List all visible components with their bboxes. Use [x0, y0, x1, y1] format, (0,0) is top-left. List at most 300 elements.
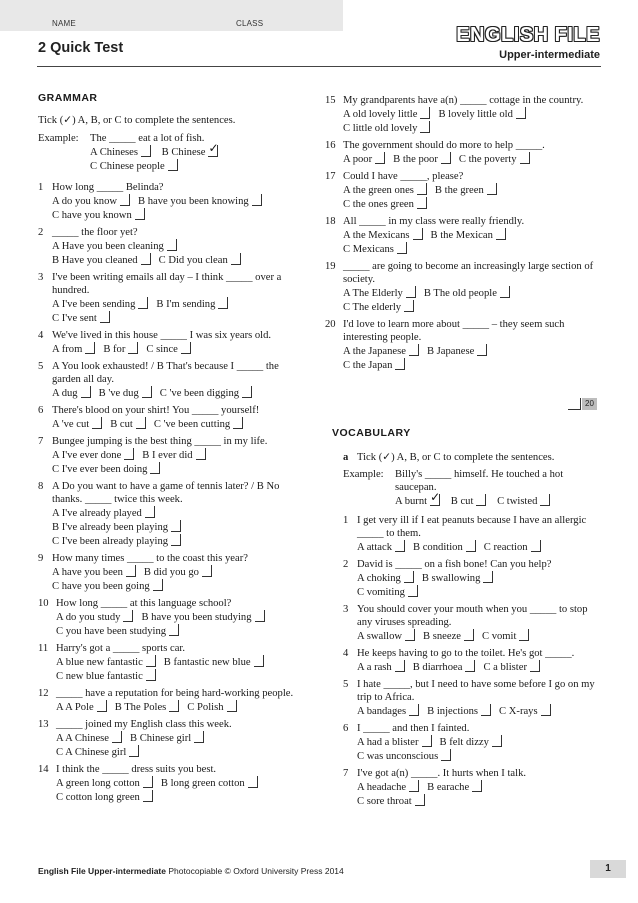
checkbox[interactable] — [492, 735, 502, 747]
question — [343, 722, 601, 763]
checkbox[interactable] — [465, 660, 475, 672]
answer-option: C 've been digging — [160, 386, 252, 400]
answer-row — [56, 731, 300, 745]
checkbox[interactable] — [417, 197, 427, 209]
checkbox[interactable] — [409, 780, 419, 792]
answer-option: A blue new fantastic — [56, 655, 156, 669]
question-text: You should cover your mouth when you _____ to stop any viruses spreading. — [357, 604, 588, 628]
answer-option: B Chinese girl — [130, 731, 204, 745]
question — [343, 678, 601, 718]
answer-option: A a rash — [357, 660, 405, 674]
checkbox[interactable] — [405, 629, 415, 641]
answer-row — [52, 417, 300, 431]
answer-option: B I've already been playing — [52, 520, 181, 534]
question-text: How long _____ at this language school? — [56, 598, 232, 609]
checkbox[interactable] — [530, 660, 540, 672]
answer-option: B diarrhoea — [413, 660, 476, 674]
grammar-section — [38, 92, 300, 808]
checkbox[interactable] — [194, 731, 204, 743]
vocabulary-section — [343, 451, 601, 812]
checkbox[interactable] — [481, 704, 491, 716]
question-text: The government should do more to help _____. — [343, 140, 545, 151]
checkbox[interactable] — [483, 571, 493, 583]
question-text: He keeps having to go to the toilet. He's got _____. — [357, 648, 575, 659]
brand-level: Upper-intermediate — [499, 49, 600, 61]
checkbox[interactable] — [255, 610, 265, 622]
answer-row — [52, 297, 300, 311]
checkbox[interactable] — [97, 700, 107, 712]
answer-row — [56, 700, 300, 714]
question — [343, 647, 601, 674]
question-text: A Do you want to have a game of tennis later? / B No thanks. _____ twice this week. — [52, 481, 280, 505]
answer-row — [56, 745, 300, 759]
question-text: Bungee jumping is the best thing _____ in my life. — [52, 436, 268, 447]
answer-row — [52, 462, 300, 476]
question — [38, 687, 300, 714]
question — [343, 603, 601, 643]
question — [38, 404, 300, 431]
question-number: 9 — [38, 553, 44, 564]
question-text: _____ joined my English class this week. — [56, 719, 232, 730]
answer-option: B the green — [435, 183, 497, 197]
question-number: 15 — [325, 95, 336, 106]
answer-option: B The Poles — [115, 700, 180, 714]
class-label: CLASS — [236, 19, 264, 28]
answer-option: A the Japanese — [343, 344, 419, 358]
answer-row — [52, 565, 300, 579]
example-question: Billy's _____ himself. He touched a hot saucepan. — [395, 469, 564, 493]
answer-option: A attack — [357, 540, 405, 554]
question-text: I hate _____, but I need to have some before I go on my trip to Africa. — [357, 679, 595, 703]
checkbox-ticked[interactable] — [430, 494, 440, 506]
checkbox[interactable] — [519, 629, 529, 641]
checkbox[interactable] — [120, 194, 130, 206]
question — [38, 552, 300, 593]
question-number: 5 — [38, 361, 44, 372]
question-text: A You look exhausted! / B That's because I _____ the garden all day. — [52, 361, 279, 385]
checkbox[interactable] — [146, 655, 156, 667]
checkbox[interactable] — [464, 629, 474, 641]
answer-option: A I've ever done — [52, 448, 134, 462]
checkbox[interactable] — [143, 776, 153, 788]
answer-row — [56, 790, 300, 804]
answer-option: C sore throat — [357, 794, 425, 808]
checkbox[interactable] — [476, 494, 486, 506]
checkbox[interactable] — [409, 344, 419, 356]
checkbox[interactable] — [413, 228, 423, 240]
answer-option: A Have you been cleaning — [52, 239, 177, 253]
answer-option: A the green ones — [343, 183, 427, 197]
vocabulary-example — [343, 468, 601, 508]
answer-row — [357, 540, 601, 554]
checkbox[interactable] — [218, 297, 228, 309]
answer-option: C I've sent — [52, 311, 110, 325]
checkbox[interactable] — [92, 417, 102, 429]
answer-option: C little old lovely — [343, 121, 430, 135]
answer-row — [343, 107, 601, 121]
answer-row — [56, 669, 300, 683]
answer-row — [343, 286, 601, 300]
answer-option: A the Mexicans — [343, 228, 423, 242]
question-text: How many times _____ to the coast this year? — [52, 553, 248, 564]
checkbox[interactable] — [422, 735, 432, 747]
question-text: How long _____ Belinda? — [52, 182, 164, 193]
answer-option: C cotton long green — [56, 790, 153, 804]
score-entry[interactable] — [568, 398, 581, 410]
answer-option: A bandages — [357, 704, 419, 718]
answer-option: B 've dug — [99, 386, 152, 400]
question — [325, 94, 601, 135]
checkbox[interactable] — [409, 704, 419, 716]
checkbox[interactable] — [252, 194, 262, 206]
checkbox[interactable] — [181, 342, 191, 354]
checkbox[interactable] — [167, 239, 177, 251]
question-number: 5 — [343, 679, 349, 690]
answer-row — [357, 794, 601, 808]
question — [38, 597, 300, 638]
answer-option: B I'm sending — [156, 297, 228, 311]
answer-option: B injections — [427, 704, 491, 718]
example-option: C twisted — [497, 494, 550, 508]
answer-row — [56, 655, 300, 669]
answer-option: C Did you clean — [159, 253, 241, 267]
answer-row — [343, 152, 601, 166]
answer-option: A swallow — [357, 629, 415, 643]
answer-option: A do you know — [52, 194, 130, 208]
question-text: I'd love to learn more about _____ – they seem such interesting people. — [343, 319, 565, 343]
answer-row — [52, 194, 300, 208]
answer-option: C a blister — [483, 660, 540, 674]
question — [343, 558, 601, 599]
checkbox[interactable] — [142, 386, 152, 398]
answer-row — [357, 629, 601, 643]
answer-option: B did you go — [144, 565, 212, 579]
brand-title: ENGLISH FILE — [456, 24, 600, 46]
checkbox[interactable] — [496, 228, 506, 240]
answer-option: C I've ever been doing — [52, 462, 160, 476]
question-text: All _____ in my class were really friendly. — [343, 216, 525, 227]
answer-row — [343, 197, 601, 211]
answer-option: B Have you cleaned — [52, 253, 151, 267]
checkbox[interactable] — [169, 624, 179, 636]
grammar-questions-left — [38, 181, 300, 804]
question — [343, 514, 601, 554]
answer-option: C 've been cutting — [154, 417, 243, 431]
question-number: 16 — [325, 140, 336, 151]
answer-option: C the ones green — [343, 197, 427, 211]
name-class-bar — [0, 0, 343, 31]
question-text: My grandparents have a(n) _____ cottage in the country. — [343, 95, 584, 106]
question-number: 2 — [343, 559, 349, 570]
checkbox[interactable] — [248, 776, 258, 788]
checkbox[interactable] — [233, 417, 243, 429]
question — [38, 271, 300, 325]
answer-row — [52, 386, 300, 400]
example-option: C Chinese people — [90, 159, 178, 173]
question-number: 6 — [38, 405, 44, 416]
question-text: We've lived in this house _____ I was six years old. — [52, 330, 272, 341]
answer-option: C the poverty — [459, 152, 530, 166]
question-number: 7 — [343, 768, 349, 779]
vocabulary-heading: VOCABULARY — [332, 427, 411, 439]
answer-option: C have you been going — [52, 579, 163, 593]
answer-row — [343, 344, 601, 358]
checkbox[interactable] — [128, 342, 138, 354]
answer-option: A The Elderly — [343, 286, 416, 300]
checkbox[interactable] — [85, 342, 95, 354]
answer-row — [343, 242, 601, 256]
checkbox[interactable] — [531, 540, 541, 552]
checkbox[interactable] — [169, 700, 179, 712]
question — [343, 767, 601, 808]
header-rule — [37, 66, 601, 67]
answer-row — [52, 208, 300, 222]
checkbox[interactable] — [168, 159, 178, 171]
answer-option: C A Chinese girl — [56, 745, 139, 759]
question-text: I think the _____ dress suits you best. — [56, 764, 217, 775]
checkbox[interactable] — [202, 565, 212, 577]
checkbox[interactable] — [141, 145, 151, 157]
checkbox[interactable] — [129, 745, 139, 757]
checkbox[interactable] — [153, 579, 163, 591]
checkbox[interactable] — [124, 448, 134, 460]
question-text: David is _____ on a fish bone! Can you help? — [357, 559, 552, 570]
answer-row — [343, 358, 601, 372]
checkbox[interactable] — [242, 386, 252, 398]
question-number: 7 — [38, 436, 44, 447]
checkbox[interactable] — [408, 585, 418, 597]
checkbox[interactable] — [100, 311, 110, 323]
checkbox[interactable] — [136, 417, 146, 429]
answer-row — [56, 624, 300, 638]
answer-row — [52, 253, 300, 267]
question-number: 6 — [343, 723, 349, 734]
question — [38, 435, 300, 476]
answer-row — [357, 585, 601, 599]
answer-option: B fantastic new blue — [164, 655, 264, 669]
answer-option: C X-rays — [499, 704, 551, 718]
answer-option: B have you been studying — [141, 610, 264, 624]
answer-option: B The old people — [424, 286, 510, 300]
checkbox[interactable] — [171, 534, 181, 546]
question-number: 11 — [38, 643, 49, 654]
example-option: B cut — [451, 494, 487, 508]
question-text: _____ the floor yet? — [52, 227, 138, 238]
vocabulary-questions — [343, 514, 601, 808]
answer-option: C you have been studying — [56, 624, 179, 638]
question-number: 10 — [38, 598, 49, 609]
answer-option: A have you been — [52, 565, 136, 579]
grammar-questions-right — [325, 94, 601, 372]
checkbox[interactable] — [541, 704, 551, 716]
checkbox[interactable] — [135, 208, 145, 220]
answer-row — [357, 780, 601, 794]
checkbox[interactable] — [375, 152, 385, 164]
checkbox[interactable] — [196, 448, 206, 460]
checkbox[interactable] — [227, 700, 237, 712]
question — [38, 763, 300, 804]
question-number: 20 — [325, 319, 336, 330]
question-number: 4 — [38, 330, 44, 341]
answer-row — [52, 534, 300, 548]
grammar-example — [38, 132, 300, 173]
answer-option: A 've cut — [52, 417, 102, 431]
question-text: I've been writing emails all day – I think _____ over a hundred. — [52, 272, 282, 296]
answer-option: A do you study — [56, 610, 133, 624]
checkbox[interactable] — [395, 660, 405, 672]
checkbox[interactable] — [477, 344, 487, 356]
answer-row — [357, 660, 601, 674]
question-number: 19 — [325, 261, 336, 272]
question — [38, 642, 300, 683]
checkbox[interactable] — [417, 183, 427, 195]
answer-row — [56, 610, 300, 624]
vocabulary-instruction: Tick (✓) A, B, or C to complete the sentences. — [357, 452, 555, 463]
checkbox[interactable] — [466, 540, 476, 552]
question-number: 17 — [325, 171, 336, 182]
checkbox[interactable] — [150, 462, 160, 474]
answer-row — [52, 448, 300, 462]
answer-option: B for — [103, 342, 138, 356]
question-text: I get very ill if I eat peanuts because I have an allergic _____ to them. — [357, 515, 587, 539]
checkbox[interactable] — [487, 183, 497, 195]
answer-row — [343, 228, 601, 242]
answer-option: B felt dizzy — [440, 735, 502, 749]
checkbox[interactable] — [145, 506, 155, 518]
answer-option: C have you known — [52, 208, 145, 222]
question-text: _____ have a reputation for being hard-working people. — [56, 688, 294, 699]
question — [325, 318, 601, 372]
question — [325, 139, 601, 166]
answer-row — [52, 342, 300, 356]
question — [325, 260, 601, 314]
example-label: Example: — [343, 469, 384, 480]
answer-option: C the Japan — [343, 358, 405, 372]
grammar-section-continued — [325, 94, 601, 376]
answer-row — [52, 311, 300, 325]
question-number: 3 — [38, 272, 44, 283]
checkbox[interactable] — [254, 655, 264, 667]
answer-row — [357, 704, 601, 718]
checkbox[interactable] — [395, 540, 405, 552]
checkbox[interactable] — [404, 300, 414, 312]
answer-row — [52, 239, 300, 253]
question-number: 1 — [38, 182, 44, 193]
answer-option: B earache — [427, 780, 482, 794]
answer-option: A headache — [357, 780, 419, 794]
question-text: I _____ and then I fainted. — [357, 723, 470, 734]
example-option: A Chineses — [90, 145, 151, 159]
grammar-instruction: Tick (✓) A, B, or C to complete the sentences. — [38, 115, 236, 126]
question — [38, 480, 300, 548]
question-text: I've got a(n) _____. It hurts when I talk. — [357, 768, 527, 779]
answer-row — [52, 579, 300, 593]
checkbox[interactable] — [112, 731, 122, 743]
question-text: Harry's got a _____ sports car. — [56, 643, 186, 654]
checkbox[interactable] — [404, 571, 414, 583]
footer-credit — [38, 866, 344, 876]
page-number: 1 — [590, 860, 626, 878]
answer-option: B lovely little old — [438, 107, 525, 121]
checkbox[interactable] — [231, 253, 241, 265]
checkbox[interactable] — [143, 790, 153, 802]
checkbox[interactable] — [415, 794, 425, 806]
checkbox[interactable] — [397, 242, 407, 254]
answer-row — [357, 749, 601, 763]
answer-option: C Polish — [187, 700, 236, 714]
question-text: _____ are going to become an increasingly large section of society. — [343, 261, 594, 285]
question — [38, 329, 300, 356]
checkbox[interactable] — [81, 386, 91, 398]
checkbox[interactable] — [441, 152, 451, 164]
checkbox[interactable] — [406, 286, 416, 298]
vocabulary-instruction-row — [343, 451, 601, 464]
checkbox[interactable] — [126, 565, 136, 577]
answer-option: B have you been knowing — [138, 194, 262, 208]
answer-row — [357, 571, 601, 585]
checkbox[interactable] — [540, 494, 550, 506]
checkbox-ticked[interactable] — [208, 145, 218, 157]
checkbox[interactable] — [472, 780, 482, 792]
answer-row — [343, 121, 601, 135]
answer-option: B long green cotton — [161, 776, 258, 790]
checkbox[interactable] — [520, 152, 530, 164]
checkbox[interactable] — [395, 358, 405, 370]
answer-option: C new blue fantastic — [56, 669, 156, 683]
question-number: 2 — [38, 227, 44, 238]
checkbox[interactable] — [420, 121, 430, 133]
question-text: There's blood on your shirt! You _____ yourself! — [52, 405, 260, 416]
answer-option: B the poor — [393, 152, 451, 166]
answer-option: B condition — [413, 540, 476, 554]
checkbox[interactable] — [500, 286, 510, 298]
answer-option: C The elderly — [343, 300, 414, 314]
question-number: 8 — [38, 481, 44, 492]
question — [325, 170, 601, 211]
question-number: 14 — [38, 764, 49, 775]
answer-option: B cut — [110, 417, 146, 431]
checkbox[interactable] — [146, 669, 156, 681]
checkbox[interactable] — [123, 610, 133, 622]
checkbox[interactable] — [171, 520, 181, 532]
name-label: NAME — [52, 19, 76, 28]
checkbox[interactable] — [420, 107, 430, 119]
answer-option: B sneeze — [423, 629, 474, 643]
question-text: Could I have _____, please? — [343, 171, 464, 182]
answer-option: C vomiting — [357, 585, 418, 599]
checkbox[interactable] — [516, 107, 526, 119]
question-number: 18 — [325, 216, 336, 227]
question — [325, 215, 601, 256]
checkbox[interactable] — [138, 297, 148, 309]
checkbox[interactable] — [441, 749, 451, 761]
answer-option: C was unconscious — [357, 749, 451, 763]
answer-option: A choking — [357, 571, 414, 585]
answer-option: A green long cotton — [56, 776, 153, 790]
example-question: The _____ eat a lot of fish. — [90, 133, 205, 144]
answer-option: C reaction — [484, 540, 541, 554]
answer-row — [56, 776, 300, 790]
answer-option: A had a blister — [357, 735, 432, 749]
footer-copyright: Photocopiable © Oxford University Press 2014 — [166, 866, 344, 876]
answer-row — [343, 300, 601, 314]
answer-option: A I've already played — [52, 506, 155, 520]
answer-option: A old lovely little — [343, 107, 430, 121]
question — [38, 181, 300, 222]
checkbox[interactable] — [141, 253, 151, 265]
grammar-score-box — [568, 398, 598, 410]
grammar-heading: GRAMMAR — [38, 92, 98, 104]
